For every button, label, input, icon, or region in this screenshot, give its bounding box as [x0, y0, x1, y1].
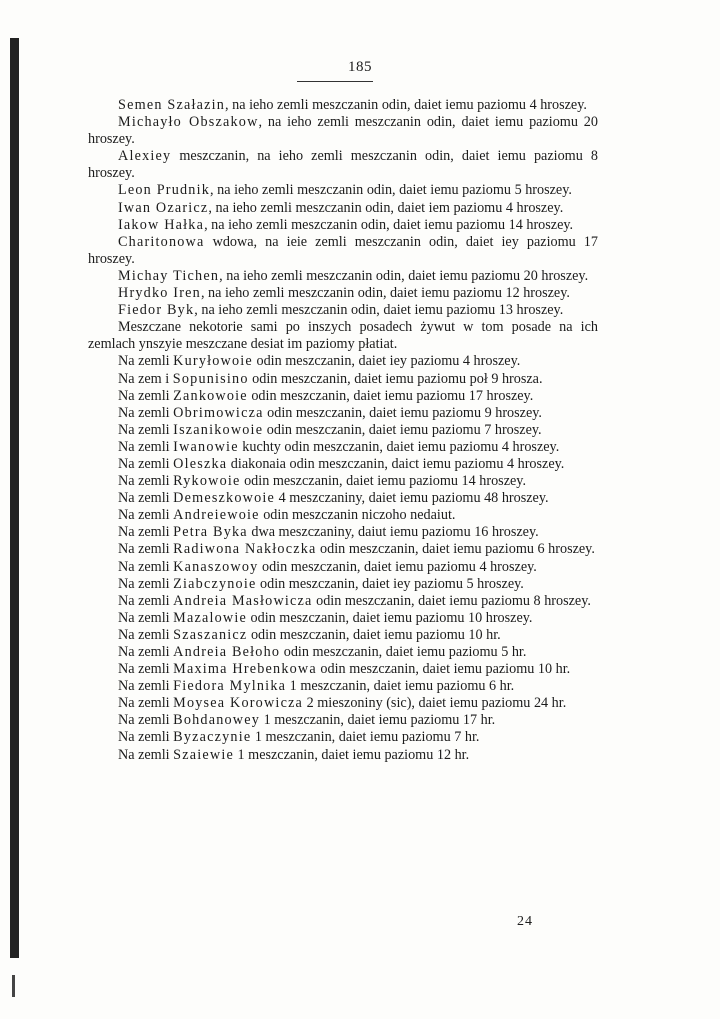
- land-paragraph: [88, 456, 598, 473]
- land-text: odin meszczanin, daiet iemu paziomu 8 hroszey.: [312, 592, 591, 609]
- entry-text: wdowa, na ieie zemli meszczanin odin, daiet iey paziomu 17 hroszey.: [88, 233, 598, 267]
- land-text: odin meszczanin, daiet iey paziomu 4 hroszey.: [252, 353, 521, 370]
- entry-paragraph: [88, 182, 598, 199]
- land-paragraph: [88, 422, 598, 439]
- land-prefix: Na zemli: [118, 473, 174, 490]
- land-text: odin meszczanin, daiet iemu paziomu 9 hroszey.: [263, 404, 542, 421]
- entry-paragraph: [88, 268, 598, 285]
- land-text: diakonaia odin meszczanin, daict iemu paziomu 4 hroszey.: [227, 455, 565, 472]
- land-paragraph: [88, 695, 598, 712]
- entry-name: Semen Szałazin: [118, 97, 226, 113]
- entry-paragraph: [88, 217, 598, 234]
- signature-mark: 24: [517, 914, 533, 929]
- land-prefix: Na zemli: [118, 678, 174, 695]
- land-paragraph: [88, 678, 598, 695]
- land-name: Szaszanicz: [173, 626, 248, 643]
- binding-edge: [10, 38, 19, 958]
- land-text: 1 meszczanin, daiet iemu paziomu 12 hr.: [233, 746, 470, 763]
- entry-paragraph: [88, 148, 598, 182]
- land-prefix: Na zemli: [118, 644, 174, 660]
- land-name: Andreia Masłowicza: [173, 592, 313, 609]
- land-paragraph: [88, 627, 598, 644]
- land-name: Zankowoie: [173, 387, 248, 404]
- land-text: odin meszczanin, daiet iemu paziomu 17 hroszey.: [247, 387, 534, 404]
- land-prefix: Na zemli: [118, 729, 174, 746]
- land-paragraph: [88, 729, 598, 746]
- entry-paragraph: [88, 285, 598, 302]
- land-prefix: Na zemli: [118, 661, 174, 678]
- land-prefix: Na zemli: [118, 626, 174, 643]
- land-name: Andreiewoie: [173, 507, 260, 524]
- land-text: odin meszczanin, daiet iemu paziomu 10 hr.: [247, 626, 501, 643]
- land-paragraph: [88, 593, 598, 610]
- entry-name: Leon Prudnik: [118, 182, 211, 199]
- entry-name: Alexiey: [118, 148, 172, 165]
- entry-paragraph: [88, 114, 598, 148]
- land-paragraph: [88, 610, 598, 627]
- land-text: odin meszczanin, daiet iemu paziomu 5 hr.: [280, 644, 527, 660]
- entry-text: , na ieho zemli meszczanin odin, daiet iemu paziomu 13 hroszey.: [194, 302, 564, 319]
- land-paragraph: [88, 405, 598, 422]
- entry-text: , na ieho zemli meszczanin odin, daiet iemu paziomu 20 hroszey.: [219, 267, 589, 284]
- land-paragraph: [88, 388, 598, 405]
- text-body: [88, 97, 598, 764]
- entry-text: , na ieho zemli meszczanin odin, daiet iemu paziomu 20 hroszey.: [88, 114, 598, 148]
- land-name: Moysea Korowicza: [173, 695, 304, 712]
- entry-text: , na ieho zemli meszczanin odin, daiet iemu paziomu 5 hroszey.: [210, 182, 572, 199]
- land-text: odin meszczanin, daiet iemu paziomu 6 hroszey.: [316, 541, 595, 558]
- land-prefix: Na zemli: [118, 592, 174, 609]
- land-prefix: Na zemli: [118, 507, 174, 524]
- land-name: Kanaszowoy: [173, 558, 259, 575]
- land-text: odin meszczanin, daiet iemu paziomu 10 hroszey.: [246, 609, 533, 626]
- entry-name: Iakow Hałka: [118, 216, 205, 233]
- page-number-rule: [297, 81, 373, 82]
- note-paragraph: Meszczane nekotorie sami po inszych posadech żywut w tom posade na ich zemlach ynszyie meszczane desiat im paziomy płatiat.: [88, 319, 598, 353]
- land-name: Demeszkowoie: [173, 490, 276, 507]
- land-prefix: Na zemli: [118, 746, 174, 763]
- land-prefix: Na zemli: [118, 438, 174, 455]
- land-paragraph: [88, 439, 598, 456]
- land-name: Andreia Bełoho: [173, 644, 281, 660]
- land-paragraph: [88, 559, 598, 576]
- entry-name: Iwan Ozaricz: [118, 199, 209, 216]
- land-text: 1 meszczanin, daiet iemu paziomu 6 hr.: [286, 678, 515, 695]
- land-name: Fiedora Mylnika: [173, 678, 287, 695]
- land-text: odin meszczanin, daiet iemu paziomu 10 hr.: [316, 661, 571, 678]
- land-name: Petra Byka: [173, 524, 248, 541]
- land-text: 1 meszczanin, daiet iemu paziomu 7 hr.: [251, 729, 480, 746]
- land-name: Radiwona Nakłoczka: [173, 541, 317, 558]
- land-prefix: Na zemli: [118, 421, 174, 438]
- land-paragraph: [88, 712, 598, 729]
- land-text: 2 mieszoniny (sic), daiet iemu paziomu 24 hr.: [303, 695, 567, 712]
- entry-text: , na ieho zemli meszczanin odin, daiet iemu paziomu 14 hroszey.: [204, 216, 574, 233]
- land-prefix: Na zemli: [118, 524, 174, 541]
- entry-paragraph: [88, 200, 598, 217]
- land-name: Iwanowie: [173, 438, 239, 455]
- land-prefix: Na zemli: [118, 490, 174, 507]
- land-paragraph: [88, 661, 598, 678]
- land-text: odin meszczanin, daiet iey paziomu 5 hroszey.: [256, 575, 524, 592]
- land-name: Rykowoie: [173, 473, 241, 490]
- land-prefix: Na zemli: [118, 404, 174, 421]
- entry-name: Michayło Obszakow: [118, 114, 259, 131]
- entry-paragraph: [88, 234, 598, 268]
- land-name: Szaiewie: [173, 746, 234, 763]
- entry-paragraph: [88, 302, 598, 319]
- entry-text: , na ieho zemli meszczanin odin, daiet iemu paziomu 4 hroszey.: [225, 97, 587, 113]
- land-text: odin meszczanin, daiet iemu paziomu 7 hroszey.: [263, 421, 542, 438]
- land-prefix: Na zemli: [118, 575, 174, 592]
- land-name: Ziabczynoie: [173, 575, 257, 592]
- land-text: 1 meszczanin, daiet iemu paziomu 17 hr.: [260, 712, 496, 729]
- land-name: Byzaczynie: [173, 729, 252, 746]
- land-name: Oleszka: [173, 455, 228, 472]
- land-paragraph: [88, 353, 598, 370]
- land-text: dwa meszczaniny, daiut iemu paziomu 16 hroszey.: [247, 524, 539, 541]
- land-name: Obrimowicza: [173, 404, 264, 421]
- land-name: Maxima Hrebenkowa: [173, 661, 317, 678]
- land-prefix: Na zemli: [118, 558, 174, 575]
- page-number: 185: [348, 59, 372, 75]
- land-paragraph: [88, 473, 598, 490]
- land-paragraph: [88, 524, 598, 541]
- land-name: Bohdanowey: [173, 712, 261, 729]
- entry-paragraph: [88, 97, 598, 114]
- land-paragraph: [88, 747, 598, 764]
- land-paragraph: [88, 644, 598, 661]
- land-paragraph: [88, 490, 598, 507]
- land-text: odin meszczanin niczoho nedaiut.: [259, 507, 456, 524]
- land-prefix: Na zemli: [118, 541, 174, 558]
- land-prefix: Na zemli: [118, 387, 174, 404]
- land-prefix: Na zemli: [118, 353, 174, 370]
- land-text: odin meszczanin, daiet iemu paziomu 14 hroszey.: [240, 473, 527, 490]
- land-text: odin meszczanin, daiet iemu paziomu 4 hroszey.: [258, 558, 537, 575]
- land-text: 4 meszczaniny, daiet iemu paziomu 48 hroszey.: [275, 490, 549, 507]
- land-paragraph: [88, 541, 598, 558]
- land-prefix: Na zemli: [118, 712, 174, 729]
- land-text: odin meszczanin, daiet iemu paziomu poł 9 hrosza.: [248, 370, 543, 387]
- entry-name: Charitonowa: [118, 233, 205, 250]
- land-prefix: Na zemli: [118, 609, 174, 626]
- entry-name: Hrydko Iren: [118, 285, 201, 302]
- land-prefix: Na zem i: [118, 370, 173, 387]
- entry-text: , na ieho zemli meszczanin odin, daiet iemu paziomu 12 hroszey.: [200, 285, 570, 302]
- land-name: Kuryłowoie: [173, 353, 253, 370]
- land-prefix: Na zemli: [118, 455, 174, 472]
- land-text: kuchty odin meszczanin, daiet iemu paziomu 4 hroszey.: [238, 438, 560, 455]
- land-paragraph: [88, 507, 598, 524]
- binding-mark: [12, 975, 15, 997]
- land-paragraph: [88, 576, 598, 593]
- entry-name: Fiedor Byk: [118, 302, 195, 319]
- land-name: Mazalowie: [173, 609, 247, 626]
- land-paragraph: [88, 371, 598, 388]
- entry-text: meszczanin, na ieho zemli meszczanin odin, daiet iemu paziomu 8 hroszey.: [88, 148, 598, 182]
- land-name: Sopunisino: [172, 370, 249, 387]
- land-prefix: Na zemli: [118, 695, 174, 712]
- land-name: Iszanikowoie: [173, 421, 264, 438]
- entry-text: , na ieho zemli meszczanin odin, daiet iem paziomu 4 hroszey.: [208, 199, 564, 216]
- entry-name: Michay Tichen: [118, 267, 220, 284]
